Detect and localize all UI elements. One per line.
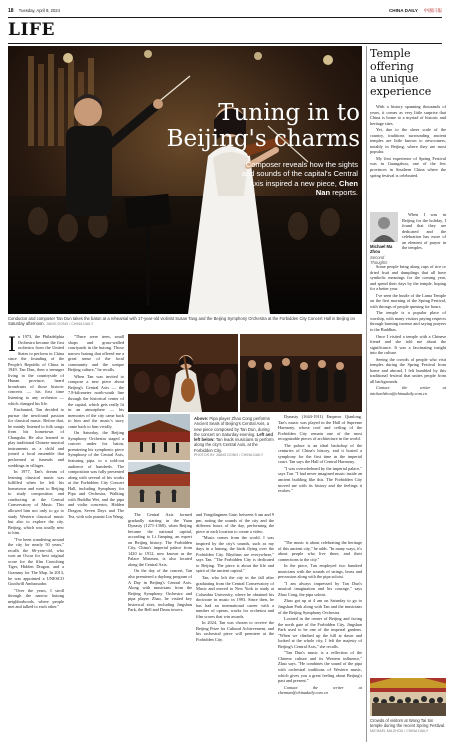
central-axis-photo-2 (128, 462, 190, 508)
sidebar-para: I've seen the bustle of the Lama Temple on the first morning of the Spring Festival, with throngs of people queuing for hours. (370, 292, 446, 309)
brand: CHINA DAILY (388, 8, 418, 13)
author-info (370, 244, 400, 265)
col2-para: "There were trees, small shops and grass-walled courtyards in the hutong. Those narrow hutong that offered me a great sense of the local community and the unique Beijing culture," he recalls. (68, 334, 124, 373)
courtyard-musicians-illustration (128, 462, 190, 508)
temple-caption (370, 718, 446, 734)
col6-contact: Contact the writer at chennan@chinadaily.com.cn (278, 684, 362, 696)
author-portrait-illustration (370, 212, 398, 242)
avatar (370, 212, 398, 242)
sidebar-para: The temple is a popular place of worship, with many visitors paying respects through burning incense and saying prayers to the Buddhas. (370, 310, 446, 333)
col6-para: Located in the center of Beijing and facing the north gate of the Forbidden City, Jingshan Park used to be one of the imperial gardens. "When we climbed up the hill at dawn and looked at the whole city, I felt the majesty of Beijing's Central Axis," she recalls. (278, 616, 362, 649)
article-column-3 (128, 512, 192, 742)
page-header (8, 8, 442, 16)
author-name: Michael Ma Zhou (370, 244, 393, 255)
sidebar-divider (366, 46, 367, 742)
main-caption (8, 316, 362, 328)
sidebar-para: Seeing the crowds of people who visit temples during the Spring Festival from home and abroad, I felt humbled by this traditional festival that unites people from all backgrounds. (370, 356, 446, 384)
headline-line-1: Tuning in to (218, 100, 360, 126)
col3-para: On the day of the concert, Tan also premiered a daylong program of A Day in Beijing's Central Axis. Along with musicians from the Beijing Symphony Orchestra and pipa player Zhao, he visited key historical sites, including Jingshan Park, the Bell and Drum towers. (128, 568, 192, 613)
col5-para: "The music is about celebrating the heritage of this ancient city," he adds. "In many ways, it's about people who live there, and their connections to the city." (278, 540, 362, 562)
col1-para: In 1977, Tan's dream of learning classical music was fulfilled when he left his hometown and went to Beijing to study composition and conducting at the Central Conservatory of Music. This allowed him not only to go to study Western classical music but also to explore the city. Beijing, which was totally new to him. (8, 469, 64, 536)
article-column-6 (278, 540, 362, 742)
mid-caption (194, 416, 274, 458)
col5-para: "I am always impressed by Tan Dun's musical imagination and his courage," says Zhao Cong, the pipa soloist. (278, 580, 362, 597)
sidebar-beside-avatar (402, 212, 446, 262)
header-rule (8, 17, 442, 18)
article-column-5 (278, 414, 362, 538)
col1-para: n 1973, the Philadelphia Orchestra became the first orchestra from the United States to perform in China since the founding of the People's Republic of China in 1949. Tan Dun, then a teenager living in the countryside of Hunan province, heard broadcasts of those historic concerts — his first time listening to any orchestra — which changed his life. (8, 334, 64, 406)
deck-text: Composer reveals how the sights and sounds of the capital's Central Axis inspired a new piece, (241, 160, 358, 188)
col2-para: When Tan was invited to compose a new piece about Beijing's Central Axis — the 7.8-kilometer north-south line through the historical center of the capital, which gets really lit in an atmosphere — his memories of the city came back to him and the music's story came back to him vividly. (68, 373, 124, 429)
sidebar-body (370, 264, 446, 674)
deck-byline: Chen Nan (315, 178, 358, 198)
sidebar-para: My first experience of Spring Festival was in Guangzhou, one of the few provinces in Southern China where the spring festival is celebrated. (370, 155, 446, 178)
col4-para: "Music comes from the world. I was inspired by the city's sounds, such as my days in a hutong, the birds flying over the Forbidden City. Rhythms are everywhere," says Tan. "The Forbidden City is dedicated to Beijing. The piece is about the life and spirit of the ancient capital." (196, 535, 274, 574)
temple-caption-credit: MICHAEL MA ZHOU / CHINA DAILY (370, 728, 429, 733)
orchestra-photo (240, 334, 362, 412)
section-rule (8, 43, 442, 44)
sidebar-para: Some people bring along cups of rice or dried fruit and dumplings that all have symbolic meanings for the coming year, and spend their days by the temple, hoping for a better year. (370, 264, 446, 292)
sidebar-contact: Contact the writer at michaelzhou@chinadaily.com.cn (370, 385, 446, 397)
author-column: Second Thoughts (370, 254, 388, 265)
pipa-performance-illustration (128, 334, 238, 412)
article-column-4 (196, 512, 274, 742)
page-date: Tuesday, April 9, 2024 (18, 8, 60, 13)
col6-para: "Tan Dun's music is a reflection of the Chinese culture and its Western influence," Zhao says. "He combines the sound of the pipa with orchestral traditions of Western music, which gives you a great feeling about Beijing's past and present." (278, 650, 362, 684)
temple-caption-text: Crowds of visitors at Wong Tai Sin temple during the recent Spring Festival. (370, 718, 446, 729)
page-number: 18 (8, 8, 14, 14)
col5-para: Dynasty (1644-1911) Emperor Qianlong. Tan's music was played in the Hall of Supreme Harmony, whose roof and ceiling of the Forbidden City remain one of the most recognizable pieces of architecture in the world. (278, 414, 362, 442)
mid-caption-text: Pipa player Zhao Cong performs Ancient Seals of Beijing's Central Axis, a new piece composed by Tan Dun, during the concert on Saturday evening. (194, 416, 270, 437)
col1-para: "I've been wandering around the city for nearly 50 years," recalls the 66-year-old, who won an Oscar for best original score for the film Crouching Tiger, Hidden Dragon, and a Grammy for The Map. In 2013, he was appointed a UNESCO Goodwill Ambassador. (8, 536, 64, 587)
sidebar-para: Once I visited a temple with a Chinese friend and she told me about the significance. It was a fascinating insight into the culture. (370, 333, 446, 356)
col5-para: In the piece, Tan employed two hundred musicians with the sounds of strings, brass and percussion along with the pipa soloist. (278, 563, 362, 580)
col5-para: "I was overwhelmed by the imperial palace," says Tan. "I had never imagined music inside an ancient building like this. The Forbidden City moved me with its history and the feelings it evokes." (278, 465, 362, 494)
deck (240, 160, 358, 198)
sidebar-para: When I was in Beijing for the holiday, I found that they are dedicated and the celebration has more of an element of prayer in the temples. (402, 212, 446, 251)
sidebar-intro (370, 104, 446, 208)
col1-para: Enchanted, Tan decided to pursue the newfound passion for classical music. Before that, he mainly listened to folk songs from his hometown of Changsha. He also learned to play traditional Chinese musical instruments as a child and joined a local ensemble that performed at funerals and weddings in villages. (8, 407, 64, 468)
col5-para: The palace is an ideal backdrop of the centuries of China's history, and it hosted a symphony for the first time in the imperial court. Tan says the Hall of Central Harmony. (278, 442, 362, 465)
col4-para: Tan, who left the city in the fall after graduating from the Central Conservatory of Music and moved to New York to study at Columbia University, where he obtained his doctorate in music in 1993. Since then, he has had an international career with a number of operas, works for orchestra and film scores that win awards. (196, 575, 274, 619)
col2-para: On Saturday, the Beijing Symphony Orchestra staged a concert under his baton, premiering his symphonic piece Symphony of the Central Axis, featuring pipa, to a sold-out audience of hundreds. The composition was fully presented along with several of his works at the Forbidden City Concert Hall, including Symphony for Pipa and Orchestra, Walking with Buddha Wei, and the pipa and violin concertos, Hidden Dragon, Seven Days and The Tea, with solo pianist Lin Wang. (68, 430, 124, 519)
central-axis-photo-1 (128, 414, 190, 460)
section-title: LIFE (8, 20, 55, 40)
main-caption-credit: JIANG DONG / CHINA DAILY (45, 322, 94, 327)
col6-para: Zhao got up at 4 am on Saturday to go to Jingshan Park along with Tan and the musicians of the Beijing Symphony Orchestra. (278, 598, 362, 615)
sidebar-title (370, 48, 446, 98)
col3-para: The Central Axis formed gradually starting in the Yuan Dynasty (1271-1368), when Beijing became the national capital, according to Li Jianping, an expert on Beijing history. The Forbidden City, China's imperial palace from 1420 to 1912, now known as the Palace Museum, is also located along the Central Axis. (128, 512, 192, 567)
temple-crowd-illustration (370, 678, 446, 716)
headline-line-2: Beijing's charms (166, 126, 360, 152)
sidebar-title-line-3: a unique (370, 72, 419, 85)
mid-caption-label-2: Left and left below: (194, 431, 273, 443)
mid-caption-label: Above: (194, 416, 209, 421)
article-column-2 (68, 334, 124, 742)
brand-cn: 中國日報 (423, 8, 442, 13)
col4-para: and Yongdingmen Gate, between 6 am and 9 pm, noting the sounds of the city and the different hours of the day, performing the piece at each location to create a video. (196, 512, 274, 534)
sidebar-para: With a history spanning thousands of years, it comes as very little surprise that China is home to a myriad of historic and heritage sites. (370, 104, 446, 126)
article-column-1 (8, 334, 64, 742)
orchestra-illustration (240, 334, 362, 412)
sidebar-title-line-4: experience (370, 84, 432, 98)
forbidden-city-musicians-illustration (128, 414, 190, 460)
temple-photo (370, 678, 446, 716)
mid-caption-text-2: Tan leads musicians to perform along the city's Central Axis, at the Forbidden City. (194, 437, 274, 453)
sidebar-title-line-2: offering (370, 59, 414, 73)
pipa-photo (128, 334, 238, 412)
headline (150, 100, 360, 152)
sidebar-para: Yet, due to the sheer scale of the country, traditions surrounding ancient temples are little known to newcomers, notably in Beijing, where they are most popular. (370, 127, 446, 155)
col4-para: In 2024, Tan was chosen to receive the Beijing Prize for Cultural Achievement, and his orchestral piece will premiere at the Forbidden City. (196, 620, 274, 643)
deck-end: reports. (332, 188, 358, 198)
sidebar-title-line-1: Temple (370, 47, 411, 60)
main-caption-text: Conductor and composer Tan Dun takes the baton at a rehearsal with 17-year-old violinist Susan Tang and the Beijing Symphony Orchestra at the Forbidden City Concert Hall in Beijing on Saturday afternoon. (8, 316, 355, 327)
drop-cap: I (8, 334, 16, 356)
mid-caption-credit: PHOTOS BY JIANG DONG / CHINA DAILY (194, 453, 264, 458)
col1-para: "Over the years, I stroll through the narrow hutong neighborhoods, where people met and talked to each other." (8, 587, 64, 610)
